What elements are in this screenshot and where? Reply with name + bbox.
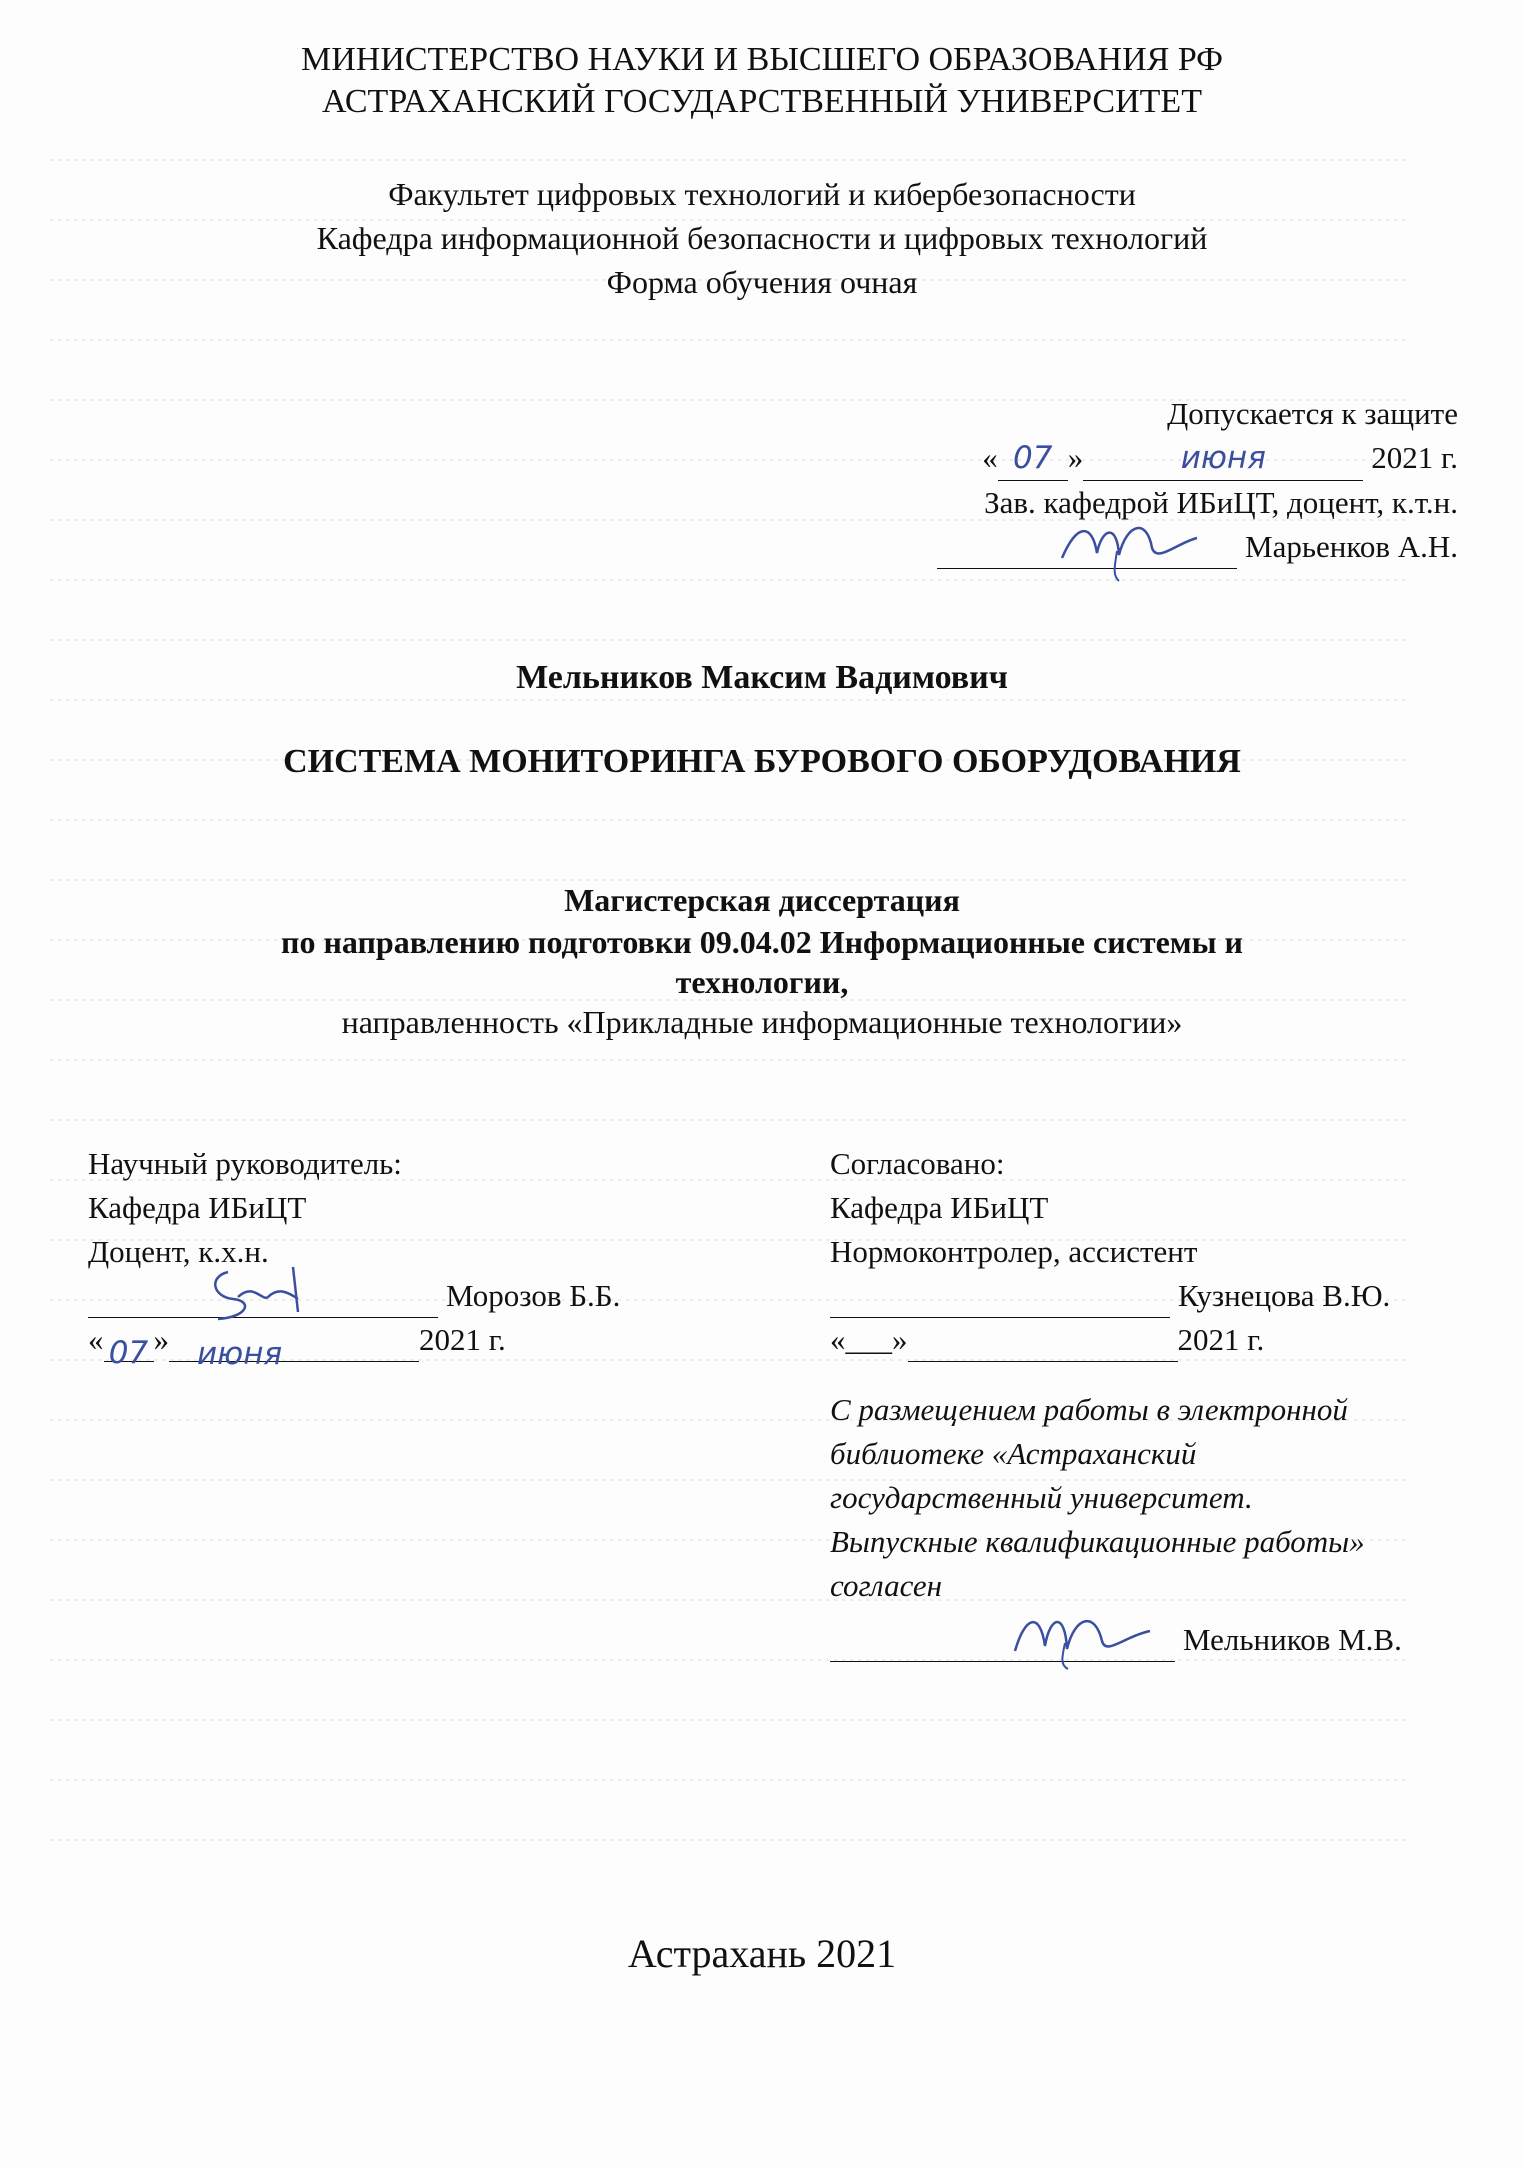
direction-line-2: технологии, — [675, 964, 849, 1000]
admission-block — [937, 392, 1458, 569]
consent-author-name: Мельников М.В. — [1183, 1622, 1402, 1657]
author-signature-scribble — [1010, 1591, 1160, 1671]
approval-block — [830, 1142, 1470, 1662]
admission-close-quote: » — [1067, 440, 1084, 475]
consent-line-1: С размещением работы в электронной — [830, 1392, 1348, 1427]
admission-title: Допускается к защите — [1167, 396, 1458, 431]
supervisor-label: Научный руководитель: — [88, 1146, 402, 1181]
city-year: Астрахань 2021 — [627, 1931, 897, 1976]
university-line: АСТРАХАНСКИЙ ГОСУДАРСТВЕННЫЙ УНИВЕРСИТЕТ — [322, 83, 1202, 120]
admission-head-name: Марьенков А.Н. — [1245, 529, 1458, 564]
supervisor-month: июня — [169, 1332, 419, 1362]
admission-date — [937, 436, 1458, 481]
supervisor-open-quote: « — [88, 1322, 104, 1357]
consent-line-3: государственный университет. — [830, 1480, 1253, 1515]
ministry-line: МИНИСТЕРСТВО НАУКИ И ВЫСШЕГО ОБРАЗОВАНИЯ РФ — [300, 41, 1224, 78]
supervisor-name: Морозов Б.Б. — [446, 1278, 621, 1313]
supervisor-close-quote: » — [153, 1322, 169, 1357]
orientation-line: направленность «Прикладные информационные технологии» — [341, 1004, 1183, 1040]
direction-line-1: по направлению подготовки 09.04.02 Информационные системы и — [281, 924, 1243, 960]
supervisor-position: Доцент, к.х.н. — [88, 1234, 269, 1269]
department-line: Кафедра информационной безопасности и цифровых технологий — [316, 220, 1208, 256]
consent-line-5: согласен — [830, 1568, 943, 1603]
approval-signature — [830, 1287, 1170, 1318]
approval-year: 2021 г. — [1177, 1322, 1265, 1357]
admission-position: Зав. кафедрой ИБиЦТ, доцент, к.т.н. — [984, 485, 1458, 520]
approval-name: Кузнецова В.Ю. — [1178, 1278, 1391, 1313]
admission-open-quote: « — [982, 440, 998, 475]
consent-signature-line — [830, 1618, 1470, 1662]
supervisor-date — [88, 1318, 688, 1372]
supervisor-day: 07 — [104, 1331, 154, 1362]
head-signature-scribble — [1057, 503, 1207, 583]
admission-year: 2021 г. — [1371, 440, 1458, 475]
admission-month: июня — [1083, 436, 1363, 481]
supervisor-year: 2021 г. — [419, 1322, 506, 1357]
approval-date-prefix: «___» — [830, 1322, 908, 1357]
supervisor-signature — [88, 1287, 438, 1318]
approval-date — [830, 1318, 1470, 1362]
supervisor-department: Кафедра ИБиЦТ — [88, 1190, 307, 1225]
supervisor-signature-scribble — [198, 1257, 338, 1327]
approval-date-blank — [908, 1331, 1178, 1362]
admission-day: 07 — [998, 436, 1068, 481]
consent-line-4: Выпускные квалификационные работы» — [830, 1524, 1365, 1559]
consent-line-2: библиотеке «Астраханский — [830, 1436, 1197, 1471]
thesis-title: СИСТЕМА МОНИТОРИНГА БУРОВОГО ОБОРУДОВАНИЯ — [283, 743, 1241, 780]
approval-signature-line — [830, 1274, 1470, 1318]
supervisor-block — [88, 1142, 688, 1372]
approval-position: Нормоконтролер, ассистент — [830, 1234, 1198, 1269]
author-signature — [830, 1631, 1175, 1662]
work-type: Магистерская диссертация — [564, 882, 960, 918]
supervisor-signature-line — [88, 1274, 688, 1318]
approval-department: Кафедра ИБиЦТ — [830, 1190, 1049, 1225]
head-signature — [937, 538, 1237, 569]
admission-signature-line — [937, 525, 1458, 569]
author-name: Мельников Максим Вадимович — [516, 659, 1008, 696]
study-form-line: Форма обучения очная — [606, 264, 918, 300]
faculty-line: Факультет цифровых технологий и кибербезопасности — [388, 176, 1136, 212]
approval-label: Согласовано: — [830, 1146, 1005, 1181]
